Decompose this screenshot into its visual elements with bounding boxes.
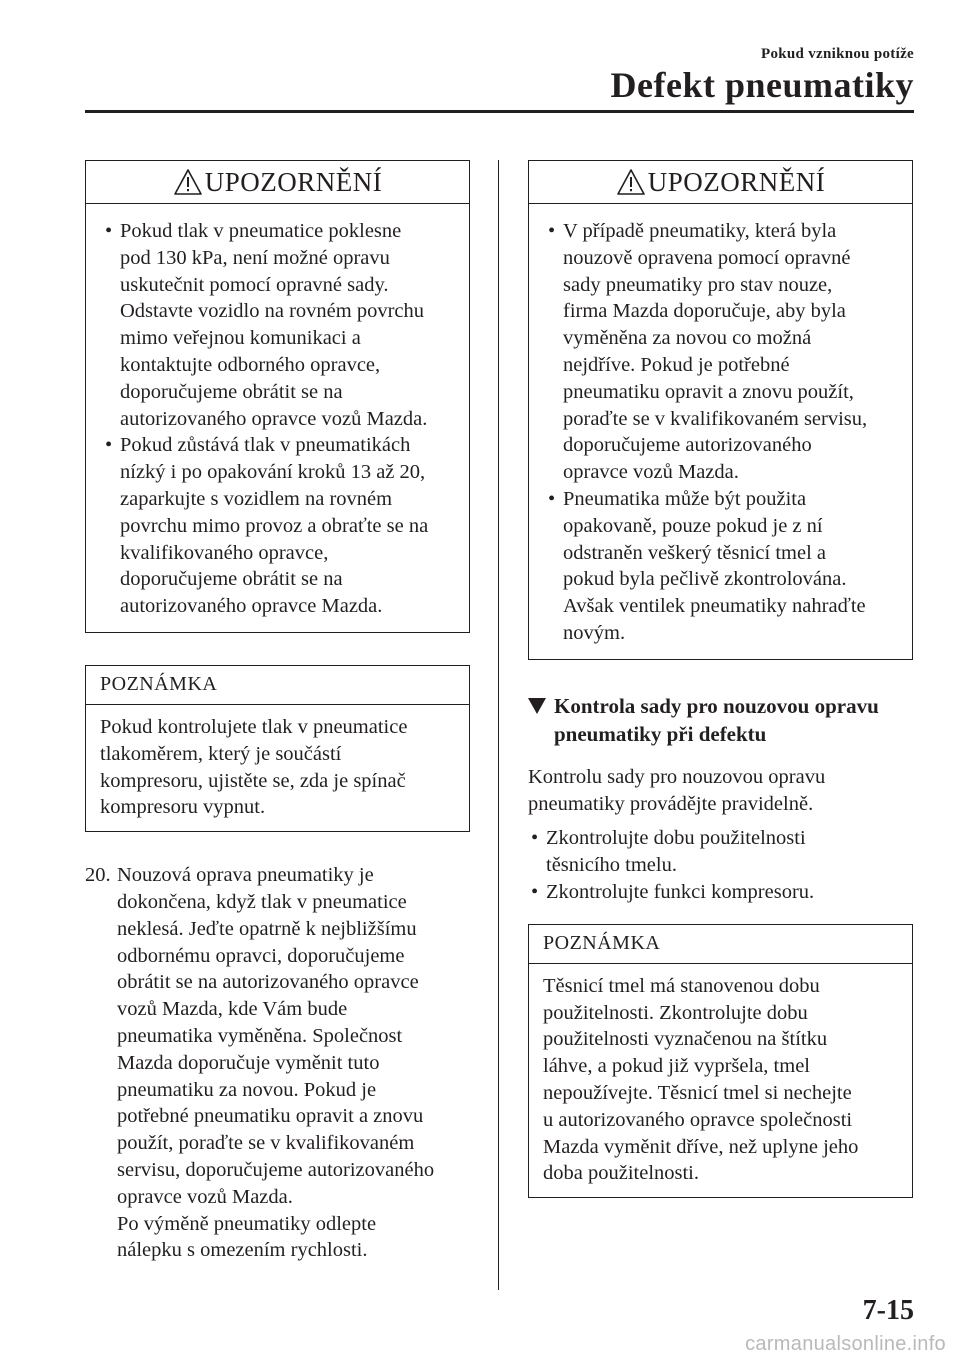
warning-body bbox=[86, 204, 469, 632]
warning-header bbox=[529, 161, 912, 204]
watermark: carmanualsonline.info bbox=[745, 1333, 946, 1355]
right-column bbox=[528, 160, 913, 1198]
check-item: • Zkontrolujte dobu použitelnosti těsnicího tmelu. bbox=[531, 827, 806, 877]
warning-bullet: • V případě pneumatiky, která byla nouzově opravena pomocí opravné sady pneumatiky pro stav nouze, firma Mazda doporučuje, aby byla vyměněna za novou co možná nejdříve. Pokud je potřebné pneumatiku opravit a znovu použít, poraďte se v kvalifikovaném servisu, doporučujeme autorizovaného opravce vozů Mazda. bbox=[548, 220, 868, 484]
warning-body bbox=[529, 204, 912, 659]
intro-paragraph: Kontrolu sady pro nouzovou opravu pneumatiky provádějte pravidelně. bbox=[528, 765, 826, 815]
bullet-dot: • bbox=[531, 880, 539, 903]
note-box-right bbox=[528, 924, 913, 1198]
bullet-dot: • bbox=[105, 434, 113, 457]
warning-header bbox=[86, 161, 469, 204]
bullet-dot: • bbox=[548, 487, 556, 510]
column-divider bbox=[498, 160, 499, 1290]
warning-box-right bbox=[528, 160, 913, 660]
bullet-dot: • bbox=[105, 220, 113, 242]
warning-bullet: • Pokud tlak v pneumatice poklesne pod 130 kPa, není možné opravu uskutečnit pomocí opravné sady. Odstavte vozidlo na rovném povrchu mimo veřejnou komunikaci a kontaktujte odborného opravce, doporučujeme obrátit se na autorizovaného opravce vozů Mazda. bbox=[105, 220, 428, 430]
check-item: • Zkontrolujte funkci kompresoru. bbox=[528, 879, 913, 906]
header-rule bbox=[85, 110, 914, 113]
warning-box-left bbox=[85, 160, 470, 633]
page-number: 7-15 bbox=[862, 1295, 914, 1326]
note-title: POZNÁMKA bbox=[529, 925, 912, 964]
warning-bullet: • Pokud zůstává tlak v pneumatikách nízký i po opakování kroků 13 až 20, zaparkujte s vozidlem na rovném povrchu mimo provoz a obraťte se na kvalifikovaného opravce, doporučujeme obrátit se na autorizovaného opravce Mazda. bbox=[105, 434, 429, 618]
note-title: POZNÁMKA bbox=[86, 666, 469, 705]
check-list bbox=[528, 825, 913, 905]
chapter-title: Pokud vzniknou potíže bbox=[760, 46, 914, 62]
warning-title: UPOZORNĚNÍ bbox=[647, 166, 826, 197]
warning-triangle-icon bbox=[616, 168, 646, 196]
warning-bullet: • Pneumatika může být použita opakovaně, pouze pokud je z ní odstraněn veškerý těsnicí tmel a pokud byla pečlivě zkontrolována. Avšak ventilek pneumatiky nahraďte novým. bbox=[548, 487, 866, 644]
note-box-left bbox=[85, 665, 470, 832]
step-number: 20. bbox=[85, 864, 111, 887]
section-heading: Kontrola sady pro nouzovou opravu pneumatiky při defektu bbox=[528, 692, 913, 748]
note-body: Těsnicí tmel má stanovenou dobu použitelnosti. Zkontrolujte dobu použitelnosti vyznačenou na štítku láhve, a pokud již vypršela, tmel nepoužívejte. Těsnicí tmel si nechejte u autorizovaného opravce společnosti Mazda vyměnit dříve, než uplyne jeho doba použitelnosti. bbox=[543, 974, 859, 1185]
page-title: Defekt pneumatiky bbox=[610, 65, 914, 105]
bullet-dot: • bbox=[548, 220, 556, 242]
note-body: Pokud kontrolujete tlak v pneumatice tlakoměrem, který je součástí kompresoru, ujistěte se, zda je spínač kompresoru vypnut. bbox=[100, 715, 408, 819]
bullet-dot: • bbox=[531, 827, 539, 850]
triangle-down-icon bbox=[528, 698, 546, 714]
warning-triangle-icon bbox=[173, 168, 203, 196]
warning-title: UPOZORNĚNÍ bbox=[204, 166, 383, 197]
left-column bbox=[85, 160, 470, 1264]
step-20: 20. Nouzová oprava pneumatiky je dokončena, když tlak v pneumatice neklesá. Jeďte opatrně k nejbližšímu odbornému opravci, doporučujeme obrátit se na autorizovaného opravce vozů Mazda, kde Vám bude pneumatika vyměněna. Společnost Mazda doporučuje vyměnit tuto pneumatiku za novou. Pokud je potřebné pneumatiku opravit a znovu použít, poraďte se v kvalifikovaném servisu, doporučujeme autorizovaného opravce vozů Mazda. Po výměně pneumatiky odlepte nálepku s omezením rychlosti. bbox=[85, 864, 435, 1262]
